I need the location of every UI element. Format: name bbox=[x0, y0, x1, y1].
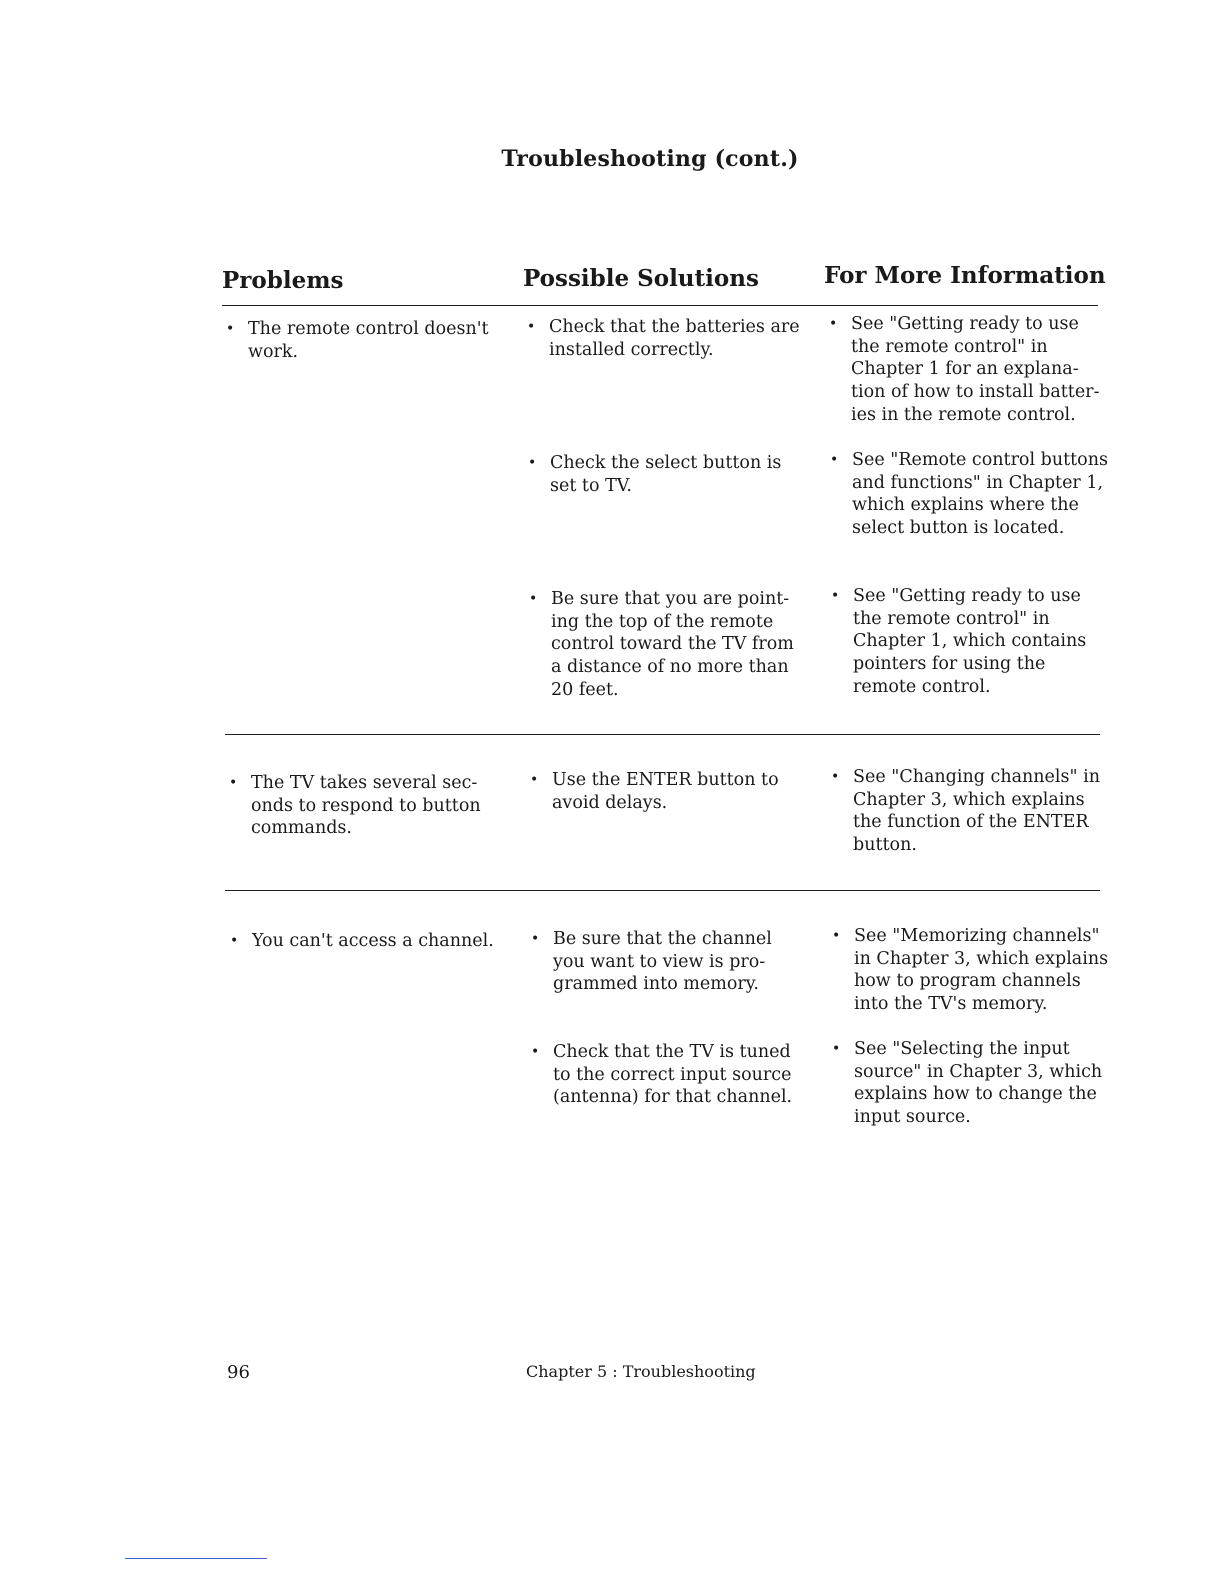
solution-use-enter: • Use the ENTER button to avoid delays. bbox=[528, 769, 803, 814]
solution-program-memory: • Be sure that the channel you want to view is programmed into memory. bbox=[529, 928, 804, 996]
problem-remote-not-working: • The remote control doesn't work. bbox=[224, 318, 494, 363]
solution-check-batteries: • Check that the batteries are installed correctly. bbox=[525, 316, 800, 361]
header-divider bbox=[222, 305, 1098, 306]
info-getting-ready-batteries: • See "Getting ready to use the remote control" in Chapter 1 for an explanation of how to install batteries in the remote control. bbox=[827, 313, 1107, 427]
problem-channel-access: • You can't access a channel. bbox=[228, 930, 503, 953]
solution-input-source: • Check that the TV is tuned to the correct input source (antenna) for that channel. bbox=[529, 1041, 804, 1109]
solution-point-remote: • Be sure that you are pointing the top of the remote control toward the TV from a distance of no more than 20 feet. bbox=[527, 588, 802, 702]
solution-select-button: • Check the select button is set to TV. bbox=[526, 452, 801, 497]
header-problems: Problems bbox=[222, 267, 344, 294]
bottom-link-line bbox=[125, 1558, 267, 1559]
header-solutions: Possible Solutions bbox=[523, 265, 759, 292]
section-divider bbox=[225, 734, 1100, 735]
info-getting-ready-pointers: • See "Getting ready to use the remote control" in Chapter 1, which contains pointers for using the remote control. bbox=[829, 585, 1109, 699]
header-more-information: For More Information bbox=[824, 262, 1106, 289]
page-title: Troubleshooting (cont.) bbox=[501, 146, 799, 172]
info-memorizing-channels: • See "Memorizing channels" in Chapter 3, which explains how to program channels into the TV's memory. bbox=[830, 925, 1110, 1016]
section-divider bbox=[225, 890, 1100, 891]
page-number: 96 bbox=[227, 1362, 250, 1383]
info-changing-channels: • See "Changing channels" in Chapter 3, which explains the function of the ENTER button. bbox=[829, 766, 1109, 857]
problem-slow-response: • The TV takes several seconds to respond to button commands. bbox=[227, 772, 497, 840]
info-remote-buttons: • See "Remote control buttons and functions" in Chapter 1, which explains where the select button is located. bbox=[828, 449, 1108, 540]
info-selecting-input: • See "Selecting the input source" in Chapter 3, which explains how to change the input source. bbox=[830, 1038, 1110, 1129]
footer-chapter: Chapter 5 : Troubleshooting bbox=[526, 1362, 756, 1381]
